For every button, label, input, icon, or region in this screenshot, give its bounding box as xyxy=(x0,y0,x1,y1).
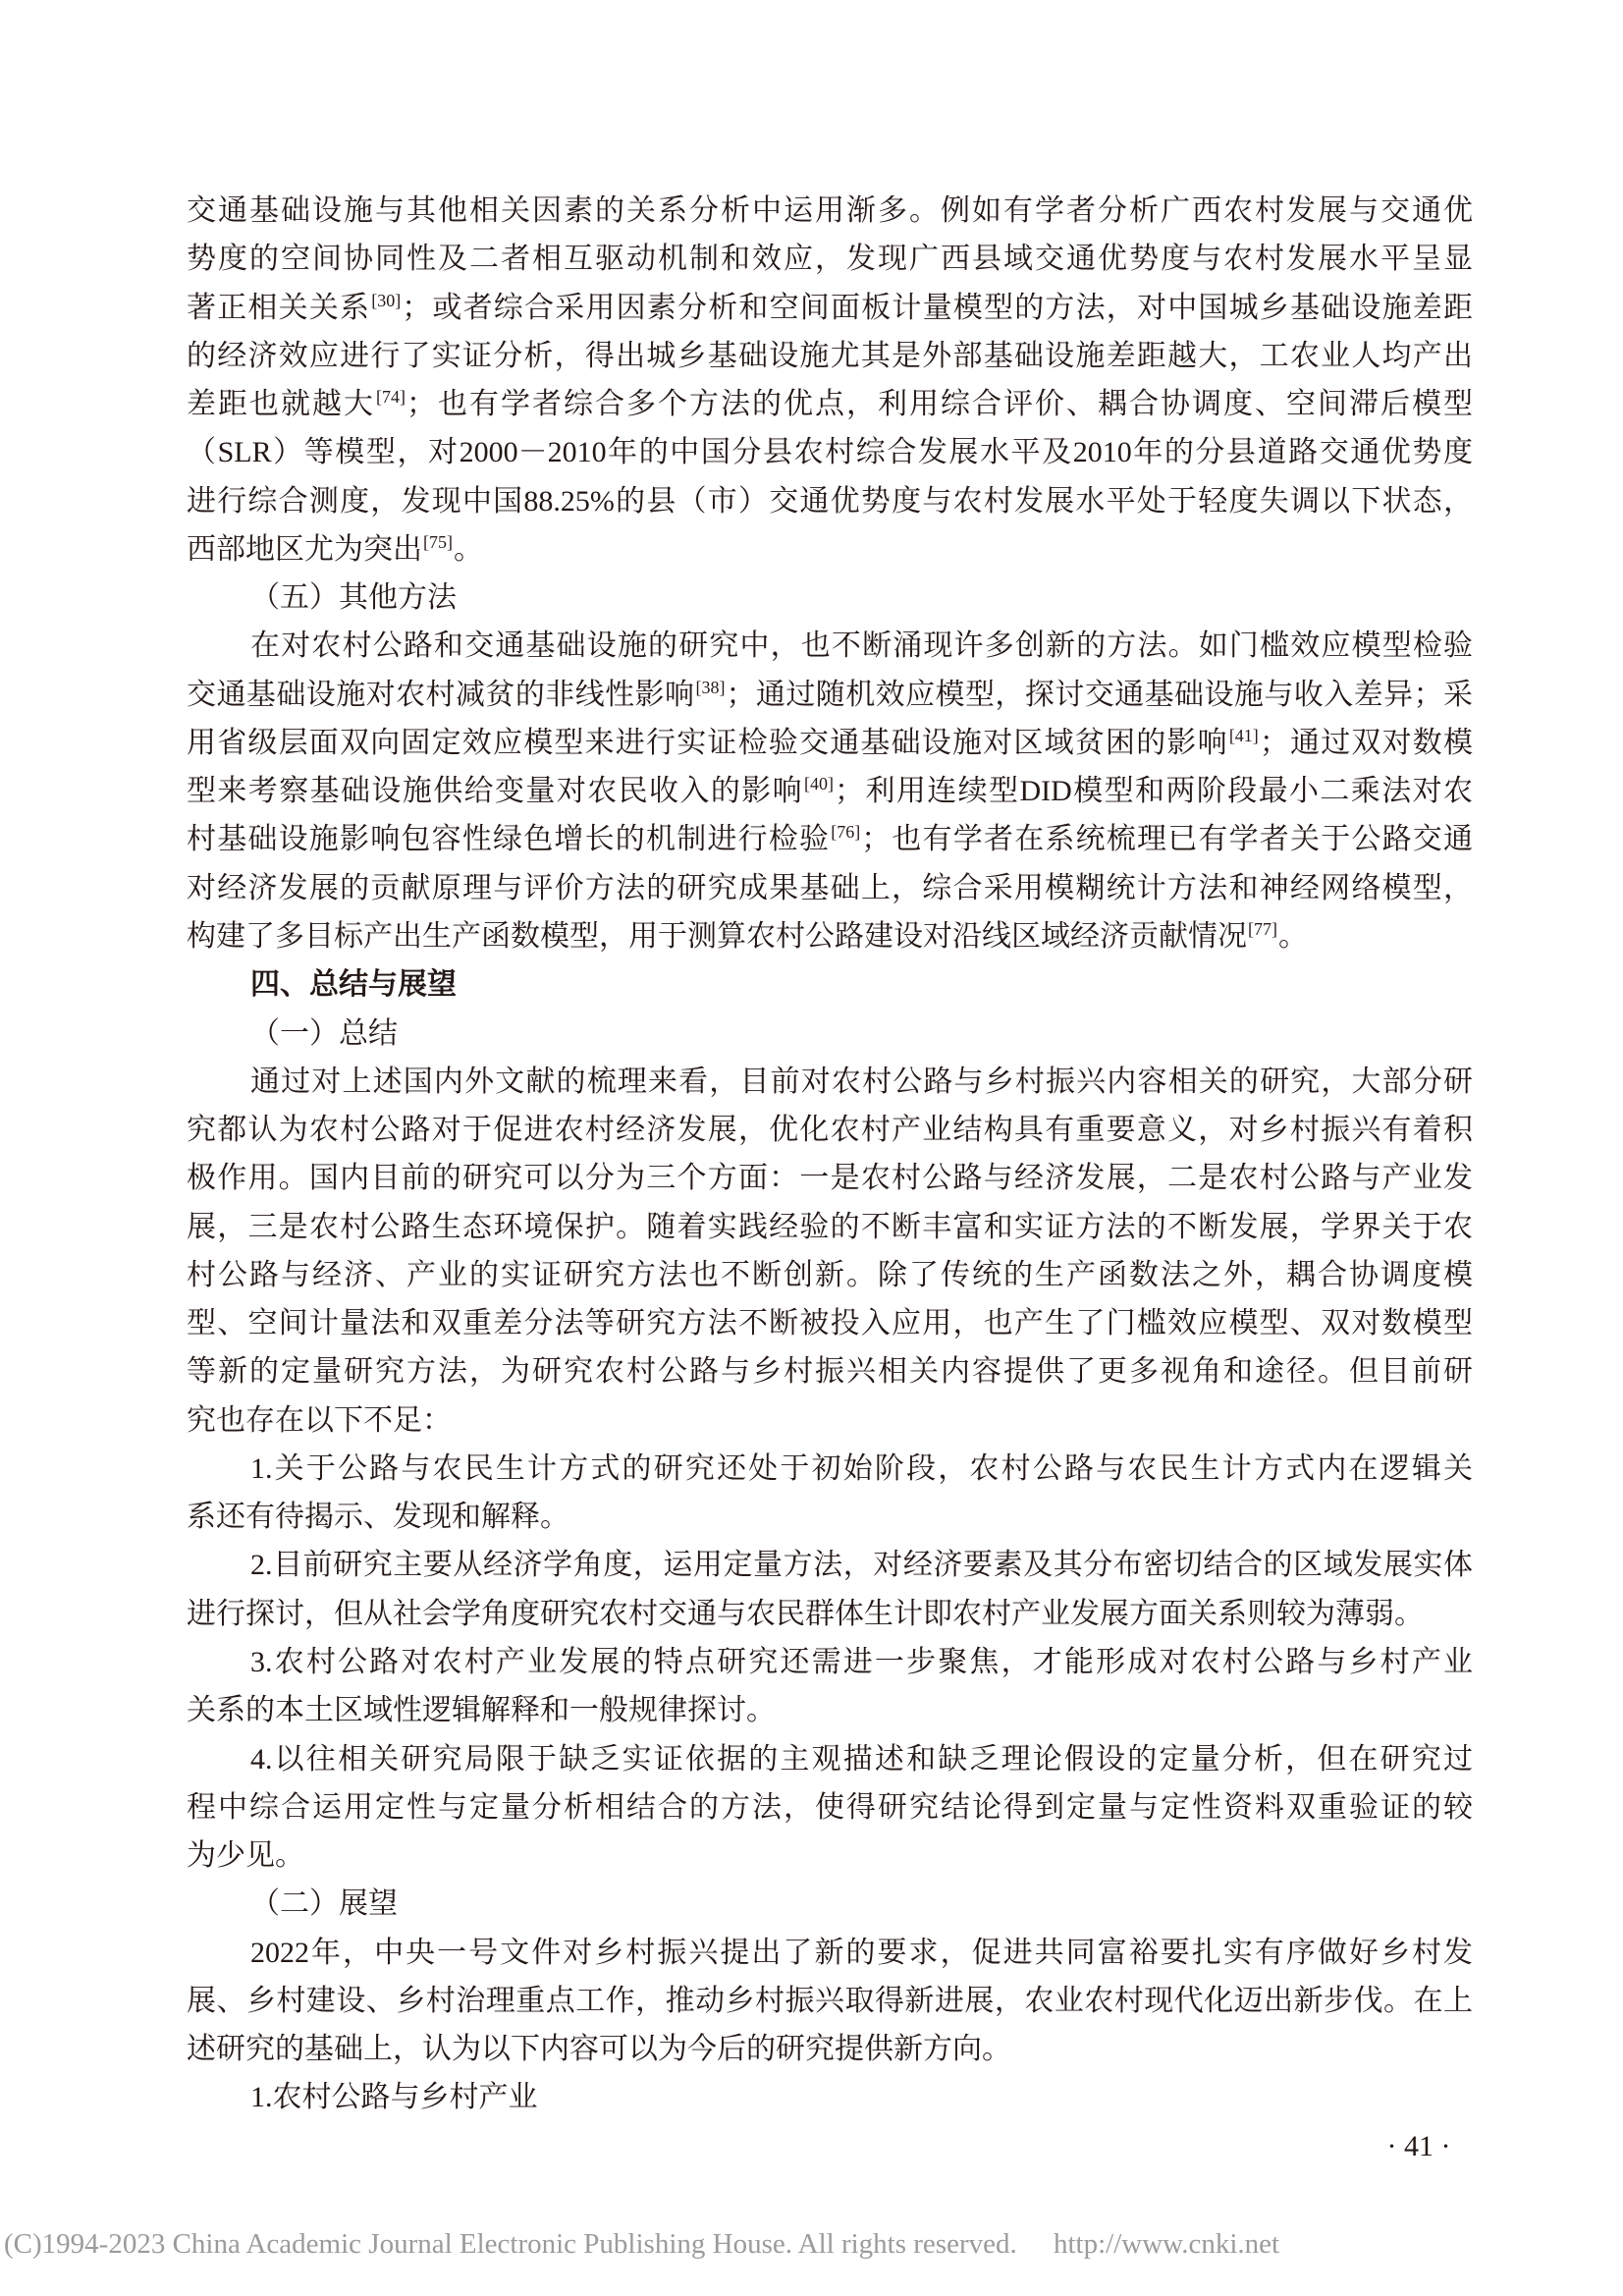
text-line xyxy=(187,1686,1473,1734)
text-run: 1.农村公路与乡村产业 xyxy=(250,2081,538,2114)
subsection-heading: （五）其他方法 xyxy=(250,581,457,615)
citation-ref: [76] xyxy=(831,822,861,843)
text-run: ；也有学者综合多个方法的优点，利用综合评价、耦合协调度、空间滞后模型 xyxy=(406,388,1473,421)
text-run: 究也存在以下不足： xyxy=(187,1403,452,1437)
text-run: 著正相关关系 xyxy=(187,291,371,324)
text-run: 等新的定量研究方法，为研究农村公路与乡村振兴相关内容提供了更多视角和途径。但目前研 xyxy=(187,1355,1473,1389)
text-run: 为少见。 xyxy=(187,1839,304,1873)
text-run: 村公路与经济、产业的实证研究方法也不断创新。除了传统的生产函数法之外，耦合协调度模 xyxy=(187,1258,1473,1291)
citation-ref: [41] xyxy=(1228,725,1259,745)
citation-ref: [77] xyxy=(1248,918,1277,939)
text-line xyxy=(187,719,1473,767)
text-run: 型来考察基础设施供给变量对农民收入的影响 xyxy=(187,775,804,808)
text-run: 型、空间计量法和双重差分法等研究方法不断被投入应用，也产生了门槛效应模型、双对数模型 xyxy=(187,1307,1473,1340)
text-run: 西部地区尤为突出 xyxy=(187,532,422,566)
text-line xyxy=(187,1783,1473,1831)
text-line xyxy=(187,864,1473,912)
footer-copyright: (C)1994-2023 China Academic Journal Electronic Publishing House. All rights reserved. xyxy=(4,2228,1017,2260)
text-line xyxy=(187,2073,1473,2121)
text-run: 展，三是农村公路生态环境保护。随着实践经验的不断丰富和实证方法的不断发展，学界关于农 xyxy=(187,1210,1473,1243)
text-run: 交通基础设施与其他相关因素的关系分析中运用渐多。例如有学者分析广西农村发展与交通优 xyxy=(187,194,1473,227)
text-run: 究都认为农村公路对于促进农村经济发展，优化农村产业结构具有重要意义，对乡村振兴有着积 xyxy=(187,1114,1473,1147)
paragraph xyxy=(187,187,1473,574)
text-run: 的经济效应进行了实证分析，得出城乡基础设施尤其是外部基础设施差距越大，工农业人均产出 xyxy=(187,339,1473,372)
text-run: 2022年，中央一号文件对乡村振兴提出了新的要求，促进共同富裕要扎实有序做好乡村发 xyxy=(250,1936,1473,1969)
text-run: 对经济发展的贡献原理与评价方法的研究成果基础上，综合采用模糊统计方法和神经网络模型， xyxy=(187,871,1473,904)
text-run: 用省级层面双向固定效应模型来进行实证检验交通基础设施对区域贫困的影响 xyxy=(187,726,1228,759)
text-line xyxy=(187,1638,1473,1686)
text-run: 进行探讨，但从社会学角度研究农村交通与农民群体生计即农村产业发展方面关系则较为薄弱。 xyxy=(187,1597,1424,1630)
text-run: 1.关于公路与农民生计方式的研究还处于初始阶段，农村公路与农民生计方式内在逻辑关 xyxy=(250,1451,1473,1485)
page-number: · 41 · xyxy=(1386,2130,1451,2162)
text-run: ；或者综合采用因素分析和空间面板计量模型的方法，对中国城乡基础设施差距 xyxy=(402,291,1474,324)
text-run: 系还有待揭示、发现和解释。 xyxy=(187,1501,569,1534)
text-line xyxy=(187,428,1473,476)
text-line xyxy=(187,235,1473,283)
text-line xyxy=(187,1347,1473,1395)
paragraph xyxy=(187,1541,1473,1638)
footer xyxy=(4,2225,1279,2263)
text-run: 进行综合测度，发现中国88.25%的县（市）交通优势度与农村发展水平处于轻度失调以下状态， xyxy=(187,484,1473,518)
text-run: 在对农村公路和交通基础设施的研究中，也不断涌现许多创新的方法。如门槛效应模型检验 xyxy=(250,629,1473,663)
text-line xyxy=(187,815,1473,863)
citation-ref: [30] xyxy=(371,290,402,310)
text-line xyxy=(187,1154,1473,1202)
citation-ref: [74] xyxy=(376,387,406,408)
text-line xyxy=(187,332,1473,380)
text-run: 势度的空间协同性及二者相互驱动机制和效应，发现广西县域交通优势度与农村发展水平呈显 xyxy=(187,243,1473,276)
text-run: ；通过双对数模 xyxy=(1259,726,1474,759)
paragraph xyxy=(187,1929,1473,2074)
text-line xyxy=(187,1590,1473,1638)
text-line xyxy=(187,1831,1473,1880)
paragraph xyxy=(187,1058,1473,1445)
paragraph xyxy=(187,1445,1473,1542)
text-run: 差距也就越大 xyxy=(187,388,375,421)
text-run: 程中综合运用定性与定量分析相结合的方法，使得研究结论得到定量与定性资料双重验证的较 xyxy=(187,1790,1473,1824)
text-run: 。 xyxy=(454,532,483,566)
text-line xyxy=(187,525,1473,574)
text-line xyxy=(187,767,1473,815)
subsection-heading: （一）总结 xyxy=(250,1016,398,1050)
text-line xyxy=(187,1203,1473,1251)
text-line xyxy=(187,671,1473,719)
footer-url: http://www.cnki.net xyxy=(1053,2228,1280,2260)
text-run: 极作用。国内目前的研究可以分为三个方面：一是农村公路与经济发展，二是农村公路与产业发 xyxy=(187,1162,1473,1195)
citation-ref: [40] xyxy=(804,774,835,794)
text-line xyxy=(187,1445,1473,1493)
text-line xyxy=(187,1493,1473,1541)
paragraph xyxy=(187,1638,1473,1735)
body-text xyxy=(187,187,1473,2122)
paragraph xyxy=(187,1735,1473,1881)
text-line xyxy=(187,187,1473,235)
text-run: 3.农村公路对农村产业发展的特点研究还需进一步聚焦，才能形成对农村公路与乡村产业 xyxy=(250,1645,1473,1678)
text-run: ；利用连续型DID模型和两阶段最小二乘法对农 xyxy=(835,775,1474,808)
text-line xyxy=(187,912,1473,960)
text-line xyxy=(187,1735,1473,1783)
text-run: 展、乡村建设、乡村治理重点工作，推动乡村振兴取得新进展，农业农村现代化迈出新步伐。在上 xyxy=(187,1984,1473,2017)
text-line xyxy=(187,1106,1473,1154)
citation-ref: [38] xyxy=(695,677,726,697)
text-line xyxy=(187,1396,1473,1445)
text-line xyxy=(187,1929,1473,1977)
text-line xyxy=(187,1251,1473,1299)
text-run: ；通过随机效应模型，探讨交通基础设施与收入差异；采 xyxy=(726,678,1474,711)
text-line xyxy=(187,2025,1473,2073)
text-run: 2.目前研究主要从经济学角度，运用定量方法，对经济要素及其分布密切结合的区域发展实体 xyxy=(250,1549,1473,1582)
text-line xyxy=(187,622,1473,670)
paragraph xyxy=(187,622,1473,960)
text-run: ；也有学者在系统梳理已有学者关于公路交通 xyxy=(861,823,1474,856)
text-run: 构建了多目标产出生产函数模型，用于测算农村公路建设对沿线区域经济贡献情况 xyxy=(187,919,1247,953)
text-run: 4.以往相关研究局限于缺乏实证依据的主观描述和缺乏理论假设的定量分析，但在研究过 xyxy=(250,1742,1473,1776)
text-run: 通过对上述国内外文献的梳理来看，目前对农村公路与乡村振兴内容相关的研究，大部分研 xyxy=(250,1065,1473,1098)
text-line xyxy=(187,1299,1473,1347)
citation-ref: [75] xyxy=(423,531,453,552)
text-line xyxy=(187,1541,1473,1589)
text-line xyxy=(187,477,1473,525)
text-run: 关系的本土区域性逻辑解释和一般规律探讨。 xyxy=(187,1694,776,1727)
text-line xyxy=(187,1977,1473,2025)
paragraph xyxy=(187,2073,1473,2121)
text-run: 述研究的基础上，认为以下内容可以为今后的研究提供新方向。 xyxy=(187,2033,1011,2066)
text-run: 。 xyxy=(1278,919,1308,953)
text-line xyxy=(187,284,1473,332)
text-run: 交通基础设施对农村减贫的非线性影响 xyxy=(187,678,695,711)
text-run: 村基础设施影响包容性绿色增长的机制进行检验 xyxy=(187,823,831,856)
text-line xyxy=(187,1058,1473,1106)
subsection-heading: （二）展望 xyxy=(250,1887,398,1921)
text-line xyxy=(187,380,1473,428)
section-heading: 四、总结与展望 xyxy=(250,967,457,1003)
text-run: （SLR）等模型，对2000－2010年的中国分县农村综合发展水平及2010年的分县道路交通优势度 xyxy=(187,436,1473,469)
